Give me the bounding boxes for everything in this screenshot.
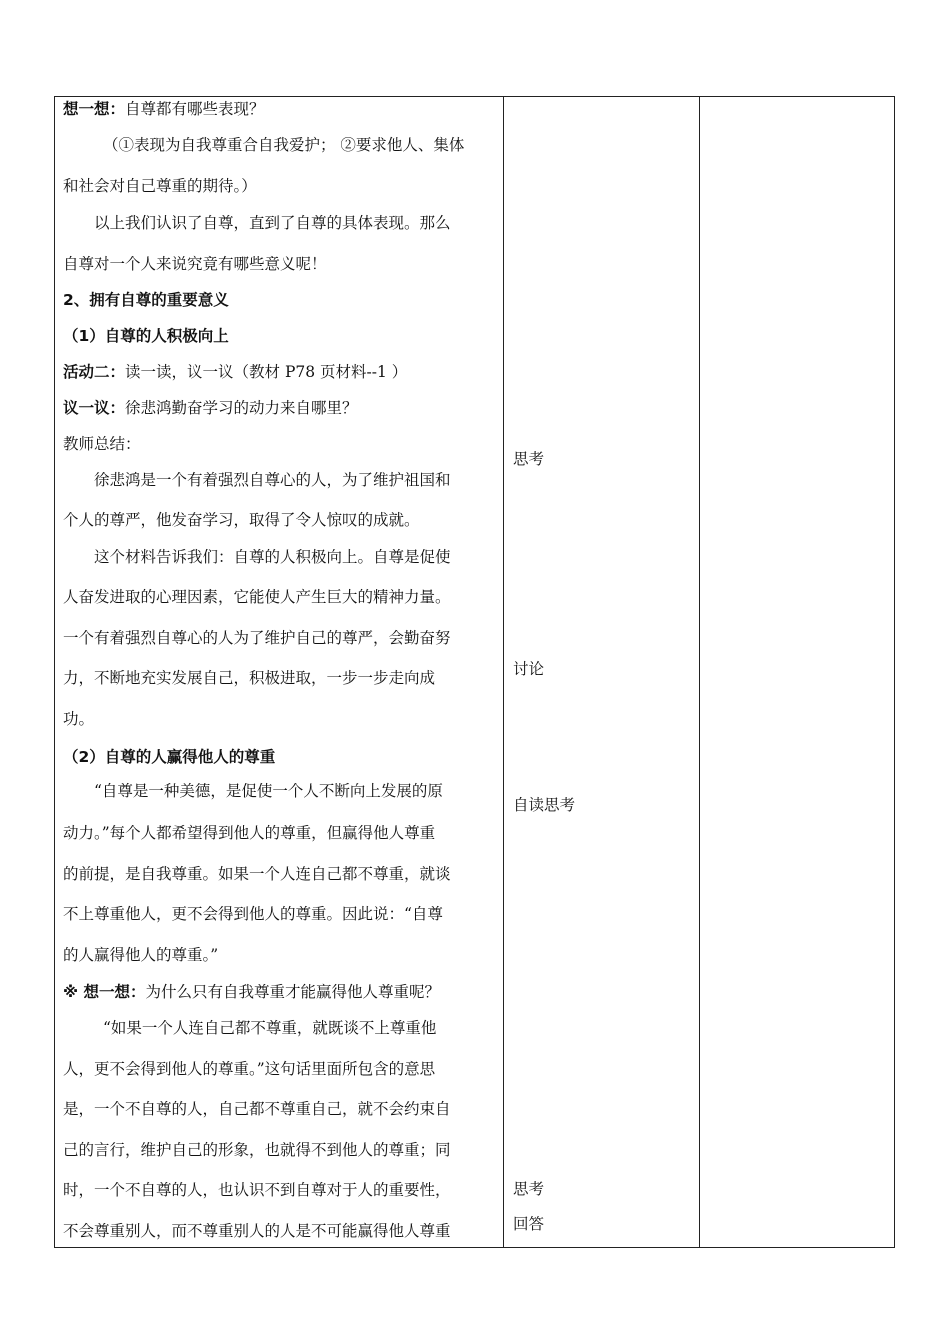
text-line: 一个有着强烈自尊心的人为了维护自己的尊严，会勤奋努 [63, 629, 451, 647]
column-divider [699, 97, 700, 1247]
text-line: 徐悲鸿是一个有着强烈自尊心的人，为了维护祖国和 [94, 471, 451, 489]
think-question-line: ※ 想一想：为什么只有自我尊重才能赢得他人尊重呢？ [63, 983, 440, 1001]
text-line: （①表现为自我尊重合自我爱护； ②要求他人、集体 [103, 136, 465, 154]
text-line: 时，一个不自尊的人，也认识不到自尊对于人的重要性， [63, 1181, 451, 1199]
text-line: 自尊对一个人来说究竟有哪些意义呢！ [63, 255, 327, 273]
activity-note: 讨论 [513, 660, 545, 678]
text-line: 不上尊重他人，更不会得到他人的尊重。因此说：“自尊 [63, 905, 443, 923]
text-line: 是，一个不自尊的人，自己都不尊重自己，就不会约束自 [63, 1100, 451, 1118]
text-line: 动力。”每个人都希望得到他人的尊重，但赢得他人尊重 [63, 824, 436, 842]
text-line: 功。 [63, 710, 95, 728]
activity-note: 思考 [513, 450, 545, 468]
text-line: “如果一个人连自己都不尊重，就既谈不上尊重他 [103, 1019, 437, 1037]
column-divider [503, 97, 504, 1247]
text-line: 的前提，是自我尊重。如果一个人连自己都不尊重，就谈 [63, 865, 451, 883]
discuss-line: 议一议：徐悲鸿勤奋学习的动力来自哪里？ [63, 399, 358, 417]
text-line: “自尊是一种美德，是促使一个人不断向上发展的原 [94, 782, 443, 800]
subsection-heading: （2）自尊的人赢得他人的尊重 [63, 748, 276, 766]
text-line: 这个材料告诉我们：自尊的人积极向上。自尊是促使 [94, 548, 451, 566]
text-line: 力，不断地充实发展自己，积极进取，一步一步走向成 [63, 669, 436, 687]
text-line: 和社会对自己尊重的期待。） [63, 177, 257, 195]
text-line: 的人赢得他人的尊重。” [63, 946, 219, 964]
text-line: 人奋发进取的心理因素，它能使人产生巨大的精神力量。 [63, 588, 451, 606]
text-line: 己的言行，维护自己的形象，也就得不到他人的尊重；同 [63, 1141, 451, 1159]
activity-note: 回答 [513, 1215, 545, 1233]
activity-note: 思考 [513, 1180, 545, 1198]
subsection-heading: （1）自尊的人积极向上 [63, 327, 229, 345]
text-line: 教师总结： [63, 435, 141, 453]
section-heading: 2、拥有自尊的重要意义 [63, 291, 229, 309]
lesson-table [54, 96, 895, 1248]
think-question-line: 想一想：自尊都有哪些表现？ [63, 100, 265, 118]
text-line: 人，更不会得到他人的尊重。”这句话里面所包含的意思 [63, 1060, 436, 1078]
activity-line: 活动二：读一读，议一议（教材 P78 页材料--1 ） [63, 363, 408, 381]
text-line: 个人的尊严，他发奋学习，取得了令人惊叹的成就。 [63, 511, 420, 529]
text-line: 以上我们认识了自尊，直到了自尊的具体表现。那么 [94, 214, 451, 232]
activity-note: 自读思考 [513, 796, 576, 814]
text-line: 不会尊重别人，而不尊重别人的人是不可能赢得他人尊重 [63, 1222, 451, 1240]
